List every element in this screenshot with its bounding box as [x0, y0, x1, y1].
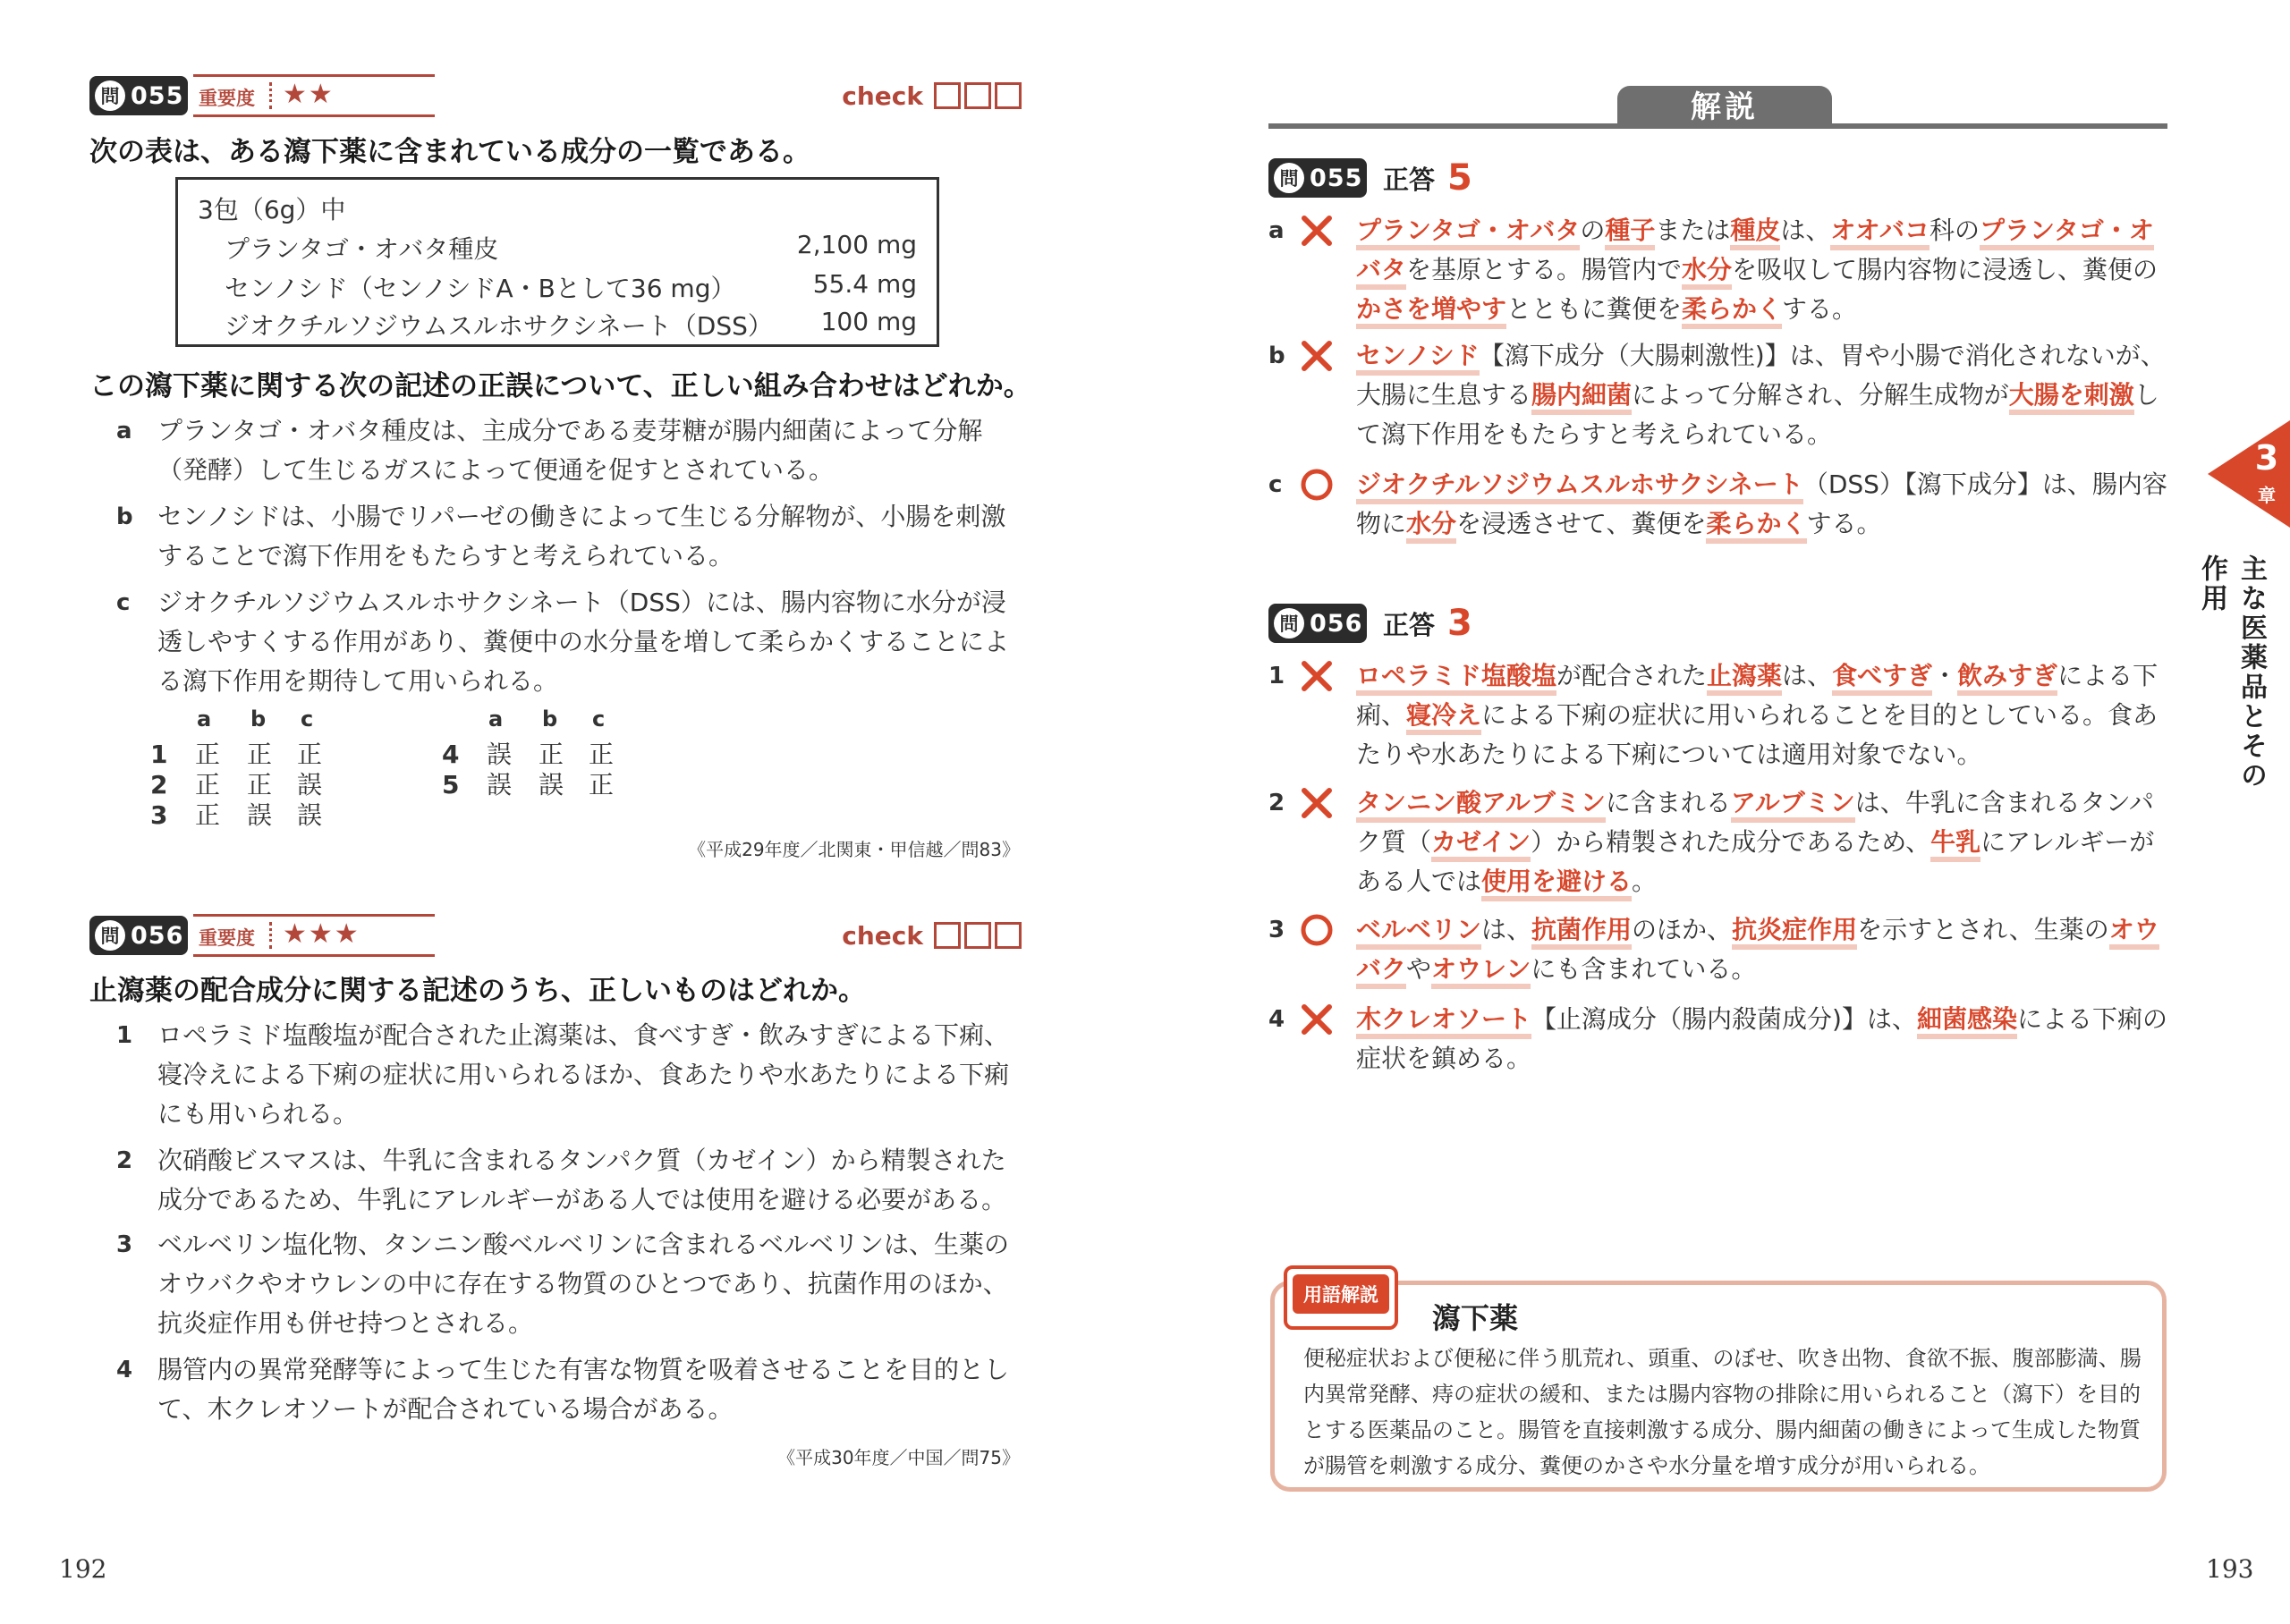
answer-number: 5 — [442, 770, 460, 799]
correct-answer-number: 5 — [1447, 157, 1472, 199]
answer-val: 誤 — [297, 800, 323, 830]
question-mark-circle: 問 — [95, 920, 125, 951]
highlighted-term: 種皮 — [1730, 216, 1780, 250]
explanation-run: を吸収して腸内容物に浸透し、糞便の — [1732, 255, 2159, 284]
explanation-run: 。 — [1632, 867, 1658, 896]
answer-val: 正 — [247, 770, 273, 799]
answer-row — [150, 796, 322, 832]
correct-answer-number: 3 — [1447, 603, 1472, 644]
explanation-run: や — [1406, 954, 1432, 984]
circle-mark-icon — [1299, 467, 1335, 503]
highlighted-term: 牛乳 — [1930, 827, 1980, 862]
importance-label: 重要度 — [199, 927, 255, 949]
question-number: 056 — [1310, 609, 1363, 638]
check-box-2[interactable] — [964, 82, 991, 109]
chapter-label: 章 — [2258, 485, 2276, 506]
item-label: 4 — [116, 1357, 133, 1383]
list-item — [116, 497, 1029, 576]
answer-number: 4 — [442, 740, 460, 769]
check-label: check — [842, 920, 923, 951]
question-badge — [89, 76, 188, 115]
explanation-run: する。 — [1806, 509, 1882, 538]
explanation-text — [1356, 910, 2172, 989]
explanation-run: して瀉下作用をもたらすと考えられている。 — [1356, 380, 2159, 449]
explanation-text — [1356, 1000, 2172, 1078]
explanation-text — [1356, 211, 2172, 329]
cross-mark-icon — [1299, 213, 1335, 249]
q055-question: 次の表は、ある瀉下薬に含まれている成分の一覧である。 — [89, 136, 810, 168]
source-citation: 《平成29年度／北関東・甲信越／問83》 — [688, 839, 1020, 860]
item-text: 腸管内の異常発酵等によって生じた有害な物質を吸着させることを目的として、木クレオソートが配合されている場合がある。 — [157, 1355, 1010, 1424]
page-number: 193 — [2206, 1554, 2254, 1584]
explanation-run: ・ — [1932, 661, 1958, 690]
highlighted-term: 水分 — [1406, 509, 1456, 544]
explanation-item — [1268, 211, 2172, 329]
answer-val: 正 — [195, 800, 221, 830]
list-item — [116, 1350, 1029, 1429]
explanation-run: を基原とする。腸管内で — [1406, 255, 1683, 284]
explanation-item — [1268, 910, 2172, 989]
highlighted-term: タンニン酸アルブミン — [1356, 788, 1606, 823]
highlighted-term: ジオクチルソジウムスルホサクシネート — [1356, 469, 1803, 504]
list-item — [116, 1141, 1029, 1220]
answer-val: 正 — [297, 740, 323, 769]
explanation-run: 科の — [1930, 216, 1980, 245]
list-item — [116, 583, 1029, 701]
explanation-run: とともに糞便を — [1506, 294, 1683, 324]
explanation-label: c — [1268, 471, 1283, 498]
explanation-banner — [1268, 86, 2167, 129]
glossary-label: 用語解説 — [1293, 1274, 1389, 1314]
table-row-amount: 100 mg — [820, 307, 917, 336]
explanation-run: にアレルギーがある人では — [1356, 827, 2155, 896]
explanation-run: を示すとされ、生薬の — [1857, 915, 2109, 944]
answer-val: 誤 — [247, 800, 273, 830]
highlighted-term: オオバコ — [1830, 216, 1930, 250]
explanation-run: は、 — [1780, 216, 1831, 245]
answer-number: 3 — [150, 800, 168, 830]
question-number: 055 — [131, 81, 184, 110]
highlighted-term: 飲みすぎ — [1957, 661, 2057, 696]
highlighted-term: アルブミン — [1731, 788, 1855, 823]
cross-mark-icon — [1299, 658, 1335, 694]
explanation-label: 3 — [1268, 917, 1285, 943]
glossary-box — [1270, 1281, 2167, 1492]
item-text: 次硝酸ビスマスは、牛乳に含まれるタンパク質（カゼイン）から精製された成分であるため、牛乳にアレルギーがある人では使用を避ける必要がある。 — [157, 1146, 1007, 1214]
cross-mark-icon — [1299, 338, 1335, 374]
explanation-run: を浸透させて、糞便を — [1456, 509, 1707, 538]
question-mark-circle: 問 — [1274, 163, 1304, 193]
answer-number: 2 — [150, 770, 168, 799]
book-icon — [1284, 1265, 1398, 1330]
chapter-side-tab — [2196, 420, 2290, 796]
highlighted-term: 柔らかく — [1706, 509, 1806, 544]
explanation-run: が配合された — [1556, 661, 1708, 690]
explanation-run: に含まれる — [1605, 788, 1731, 817]
answer-val: 誤 — [539, 770, 564, 799]
importance-stars: ★★★ — [283, 918, 360, 950]
check-box-3[interactable] — [995, 82, 1022, 109]
explanation-item — [1268, 1000, 2172, 1078]
q056-header — [89, 916, 1022, 955]
explanation-label: 2 — [1268, 790, 1285, 816]
highlighted-term: ロペラミド塩酸塩 — [1356, 661, 1556, 696]
explanation-text — [1356, 783, 2172, 901]
item-text: プランタゴ・オバタ種皮は、主成分である麦芽糖が腸内細菌によって分解（発酵）して生じるガスによって便通を促すとされている。 — [157, 416, 983, 485]
highlighted-term: プランタゴ・オバタ — [1356, 216, 1580, 250]
list-item — [116, 1016, 1029, 1134]
question-number: 056 — [131, 921, 184, 950]
highlighted-term: 寝冷え — [1406, 700, 1481, 735]
q056-question: 止瀉薬の配合成分に関する記述のうち、正しいものはどれか。 — [89, 975, 866, 1007]
glossary-body: 便秘症状および便秘に伴う肌荒れ、頭重、のぼせ、吹き出物、食欲不振、腹部膨満、腸内異常発酵、痔の症状の緩和、または腸内容物の排除に用いられること（瀉下）を目的とする医薬品のこと。腸管を直接刺激する成分、腸内細菌の働きによって生成した物質が腸管を刺激する成分、糞便のかさや水分量を増す成分が用いられる。 — [1303, 1346, 2142, 1478]
importance-divider — [269, 922, 272, 949]
item-text: ロペラミド塩酸塩が配合された止瀉薬は、食べすぎ・飲みすぎによる下痢、寝冷えによる下痢の症状に用いられるほか、食あたりや水あたりによる下痢にも用いられる。 — [157, 1020, 1010, 1129]
question-mark-circle: 問 — [95, 80, 125, 111]
highlighted-term: 食べすぎ — [1832, 661, 1932, 696]
item-text: ジオクチルソジウムスルホサクシネート（DSS）には、腸内容物に水分が浸透しやすくする作用があり、糞便中の水分量を増して柔らかくすることによる瀉下作用を期待して用いられる。 — [157, 588, 1010, 696]
explanation-label: 1 — [1268, 663, 1285, 689]
answer-col-c: c — [592, 706, 606, 732]
highlighted-term: 種子 — [1605, 216, 1655, 250]
question-mark-circle: 問 — [1274, 608, 1304, 639]
explanation-run: は、 — [1782, 661, 1833, 690]
table-row-name: ジオクチルソジウムスルホサクシネート（DSS） — [225, 311, 773, 341]
item-label: b — [116, 503, 133, 530]
correct-answer-label: 正答 — [1383, 164, 1436, 195]
importance-stars: ★★ — [283, 79, 335, 110]
cross-mark-icon — [1299, 1002, 1335, 1037]
item-label: c — [116, 589, 131, 616]
table-row-name: センノシド（センノシドA・Bとして36 mg） — [225, 274, 736, 303]
explanation-item — [1268, 783, 2172, 901]
list-item — [116, 411, 1029, 490]
a055-header — [1268, 157, 1472, 199]
answer-col-a: a — [197, 706, 212, 732]
item-label: 3 — [116, 1231, 133, 1258]
explanation-run: によって分解され、分解生成物が — [1632, 380, 2009, 410]
answer-val: 正 — [195, 770, 221, 799]
highlighted-term: 木クレオソート — [1356, 1004, 1531, 1039]
answer-row — [442, 765, 614, 801]
explanation-run: による下痢の症状を鎮める。 — [1356, 1004, 2167, 1073]
page-number: 192 — [59, 1554, 107, 1584]
answer-val: 正 — [539, 740, 564, 769]
check-box-2[interactable] — [964, 922, 991, 949]
answer-val: 誤 — [297, 770, 323, 799]
importance-divider — [269, 82, 272, 109]
explanation-run: する。 — [1782, 294, 1858, 324]
question-badge — [1268, 604, 1367, 643]
list-item — [116, 1225, 1029, 1343]
explanation-run: または — [1655, 216, 1731, 245]
explanation-run: による下痢の症状に用いられることを目的としている。食あたりや水あたりによる下痢については適用対象でない。 — [1356, 700, 2159, 769]
explanation-label: 4 — [1268, 1006, 1285, 1033]
answer-val: 誤 — [487, 740, 513, 769]
explanation-item — [1268, 336, 2172, 454]
explanation-text — [1356, 465, 2172, 544]
answer-col-c: c — [301, 706, 314, 732]
highlighted-term: 水分 — [1682, 255, 1732, 290]
glossary-term: 瀉下薬 — [1432, 1301, 1519, 1335]
check-area — [842, 76, 1022, 115]
highlighted-term: オウレン — [1431, 954, 1531, 989]
check-label: check — [842, 80, 923, 111]
explanation-run: （DSS）【瀉下成分】は、腸内容物に — [1356, 469, 2167, 538]
explanation-run: 【瀉下成分（大腸刺激性)】は、胃や小腸で消化されないが、大腸に生息する — [1356, 341, 2166, 410]
answer-val: 正 — [589, 770, 615, 799]
highlighted-term: かさを増やす — [1356, 294, 1506, 329]
q055-header — [89, 76, 1022, 115]
highlighted-term: 止瀉薬 — [1707, 661, 1782, 696]
highlighted-term: 抗炎症作用 — [1732, 915, 1857, 950]
item-label: 1 — [116, 1022, 133, 1049]
explanation-run: は、牛乳に含まれるタンパク質（ — [1356, 788, 2154, 857]
correct-answer-label: 正答 — [1383, 609, 1436, 640]
explanation-text — [1356, 656, 2172, 774]
item-label: a — [116, 418, 132, 444]
explanation-run: ）から精製された成分であるため、 — [1531, 827, 1931, 857]
explanation-run: にも含まれている。 — [1531, 954, 1757, 984]
importance-box — [193, 914, 435, 957]
answer-col-a: a — [488, 706, 504, 732]
item-label: 2 — [116, 1147, 133, 1174]
check-area — [842, 916, 1022, 955]
explanation-run: 【止瀉成分（腸内殺菌成分)】は、 — [1531, 1004, 1917, 1034]
chapter-number: 3 — [2254, 438, 2279, 478]
table-header: 3包（6g）中 — [198, 195, 346, 224]
answer-val: 正 — [589, 740, 615, 769]
importance-label: 重要度 — [199, 88, 255, 109]
answer-val: 正 — [247, 740, 273, 769]
question-badge — [1268, 158, 1367, 198]
explanation-run: のほか、 — [1632, 915, 1733, 944]
question-number: 055 — [1310, 164, 1363, 192]
q055-prompt: この瀉下薬に関する次の記述の正誤について、正しい組み合わせはどれか。 — [89, 370, 1031, 402]
highlighted-term: 使用を避ける — [1481, 867, 1632, 901]
ingredient-table — [175, 177, 939, 347]
explanation-run: の — [1580, 216, 1606, 245]
explanation-title: 解説 — [1617, 86, 1832, 129]
highlighted-term: カゼイン — [1431, 827, 1531, 862]
highlighted-term: ベルベリン — [1356, 915, 1481, 950]
check-box-3[interactable] — [995, 922, 1022, 949]
explanation-text — [1356, 336, 2172, 454]
chapter-title: 主な医薬品とその作用 — [2196, 554, 2267, 791]
a056-header — [1268, 603, 1472, 644]
highlighted-term: 抗菌作用 — [1531, 915, 1632, 950]
circle-mark-icon — [1299, 912, 1335, 948]
highlighted-term: 腸内細菌 — [1531, 380, 1632, 415]
explanation-label: b — [1268, 343, 1285, 369]
item-text: ベルベリン塩化物、タンニン酸ベルベリンに含まれるベルベリンは、生薬のオウバクやオウレンの中に存在する物質のひとつであり、抗菌作用のほか、抗炎症作用も併せ持つとされる。 — [157, 1230, 1010, 1338]
explanation-label: a — [1268, 217, 1285, 244]
highlighted-term: オウバク — [1356, 915, 2159, 989]
importance-box — [193, 74, 435, 117]
source-citation: 《平成30年度／中国／問75》 — [777, 1447, 1020, 1468]
explanation-item — [1268, 656, 2172, 774]
explanation-item — [1268, 465, 2172, 544]
answer-number: 1 — [150, 740, 168, 769]
answer-val: 誤 — [487, 770, 513, 799]
highlighted-term: 大腸を刺激 — [2009, 380, 2134, 415]
highlighted-term: プランタゴ・オバタ — [1356, 216, 2154, 290]
answer-col-b: b — [250, 706, 267, 732]
table-row-name: プランタゴ・オバタ種皮 — [225, 234, 499, 264]
highlighted-term: 柔らかく — [1682, 294, 1782, 329]
answer-col-b: b — [542, 706, 558, 732]
highlighted-term: センノシド — [1356, 341, 1480, 376]
check-box-1[interactable] — [934, 922, 961, 949]
answer-val: 正 — [195, 740, 221, 769]
cross-mark-icon — [1299, 785, 1335, 821]
table-row-amount: 2,100 mg — [796, 230, 917, 259]
explanation-run: による下痢、 — [1356, 661, 2159, 730]
highlighted-term: 細菌感染 — [1917, 1004, 2017, 1039]
explanation-run: は、 — [1481, 915, 1532, 944]
question-badge — [89, 916, 188, 955]
item-text: センノシドは、小腸でリパーゼの働きによって生じる分解物が、小腸を刺激することで瀉下作用をもたらすと考えられている。 — [157, 502, 1006, 571]
table-row-amount: 55.4 mg — [812, 269, 917, 299]
check-box-1[interactable] — [934, 82, 961, 109]
